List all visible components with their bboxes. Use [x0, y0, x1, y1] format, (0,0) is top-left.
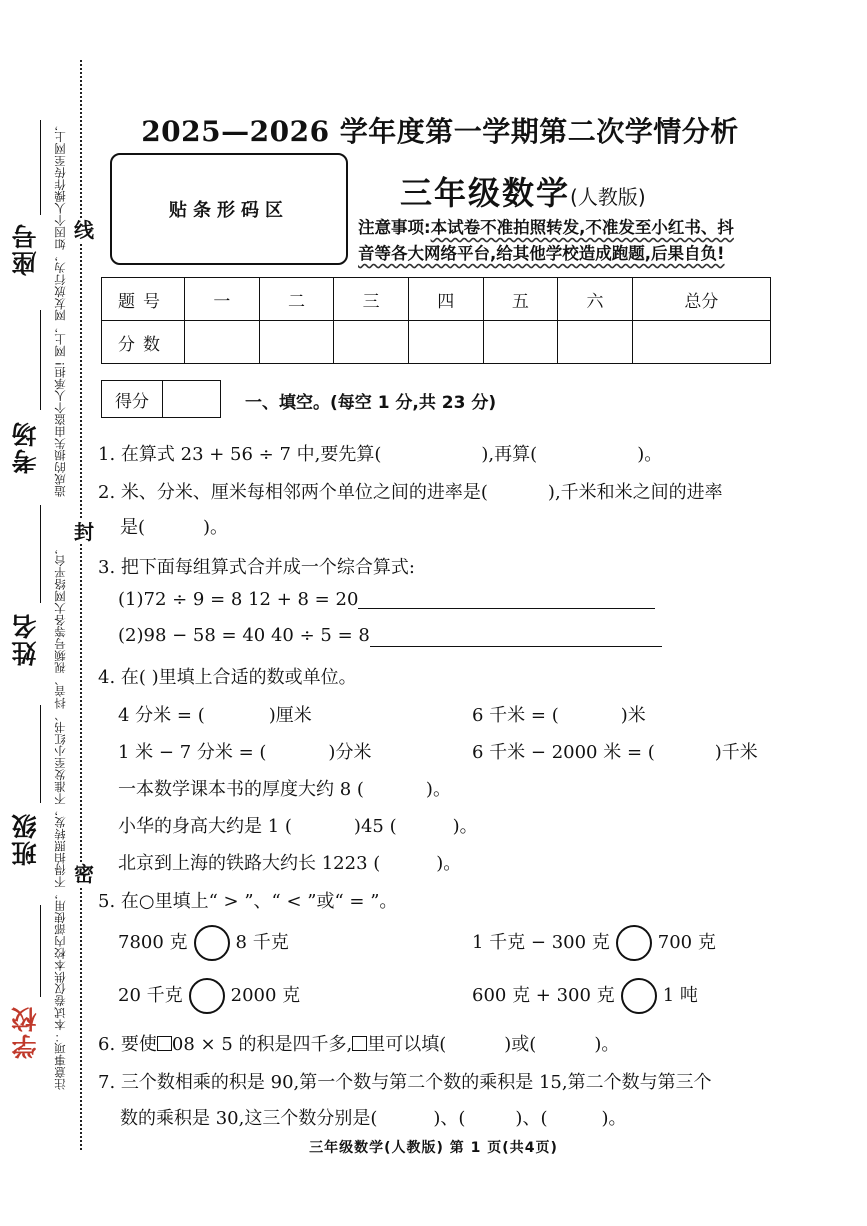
seat-label: 座号 — [11, 222, 40, 276]
exam-notice — [358, 215, 778, 267]
school-label: 学校 — [11, 1005, 40, 1059]
q5-c-left: 20 千克 — [118, 985, 183, 1006]
score-input-6[interactable] — [558, 321, 633, 364]
q3-answer-line-2[interactable] — [370, 646, 662, 647]
table-cell-6: 六 — [558, 278, 633, 321]
score-table — [101, 277, 771, 364]
q4-c-unit: )分米 — [328, 742, 372, 763]
q4-item-d — [472, 738, 758, 764]
room-label: 考场 — [11, 420, 40, 474]
q5-c-right: 2000 克 — [230, 985, 301, 1006]
subject-name: 三年级数学 — [400, 174, 571, 212]
q4-d-unit: )千米 — [714, 742, 758, 763]
q4-f-mid: )45 ( — [353, 816, 397, 837]
q5-a-circle[interactable] — [194, 925, 230, 961]
q6-text-e: )。 — [594, 1034, 620, 1055]
table-cell-total: 总分 — [632, 278, 770, 321]
q6-text-d: )或( — [504, 1034, 537, 1055]
q5-item-d — [472, 978, 698, 1014]
question-4: 4. 在( )里填上合适的数或单位。 — [98, 667, 357, 688]
seal-char-seal: 封 — [74, 520, 94, 544]
q4-a-unit: )厘米 — [268, 705, 312, 726]
q1-text-c: )。 — [637, 444, 663, 465]
q5-a-right: 8 千克 — [235, 932, 289, 953]
section-score-input[interactable] — [163, 381, 220, 417]
notice-prefix: 注意事项: — [358, 218, 431, 237]
q2-text-a: 2. 米、分米、厘米每相邻两个单位之间的进率是( — [98, 482, 488, 503]
q5-c-circle[interactable] — [189, 978, 225, 1014]
table-cell-4: 四 — [408, 278, 483, 321]
q7-text-b: )、( — [433, 1108, 466, 1129]
notice-line-2: 音等各大网络平台,给其他学校造成跑题,后果自负! — [358, 244, 725, 263]
q4-g-end: )。 — [436, 853, 462, 874]
q4-item-a — [118, 701, 312, 727]
q6-text-a: 6. 要使 — [98, 1034, 157, 1055]
name-fill-line — [40, 505, 41, 603]
table-cell-question-no: 题号 — [102, 278, 185, 321]
q6-box-2 — [352, 1036, 367, 1051]
q3-answer-line-1[interactable] — [358, 608, 655, 609]
section-title: 一、填空。(每空 1 分,共 23 分) — [245, 393, 497, 413]
question-3-item-2: (2)98 − 58 = 40 40 ÷ 5 = 8 — [118, 625, 370, 646]
score-table-score-row — [102, 321, 771, 364]
q4-f-text: 小华的身高大约是 1 ( — [118, 816, 292, 837]
score-input-total[interactable] — [632, 321, 770, 364]
q5-b-circle[interactable] — [616, 925, 652, 961]
q4-b-text: 6 千米 = ( — [472, 705, 559, 726]
q5-item-a — [118, 925, 289, 961]
q4-item-e — [118, 775, 451, 801]
margin-notice-lower: 注意事项：本试卷仅供本校内部使用，不得拍照转发，不准发至小红书、抖音、视频号等各大网络平台， — [53, 542, 67, 1090]
q1-text-b: ),再算( — [481, 444, 538, 465]
section-score-box — [101, 380, 221, 418]
table-cell-3: 三 — [334, 278, 409, 321]
table-cell-score-label: 分数 — [102, 321, 185, 364]
page-footer: 三年级数学(人教版) 第 1 页(共4页) — [309, 1140, 558, 1156]
subject-title — [400, 168, 646, 214]
q6-box-1 — [157, 1036, 172, 1051]
q2-text-b: ),千米和米之间的进率 — [547, 482, 723, 503]
subject-edition: (人教版) — [570, 185, 646, 209]
section-score-label: 得分 — [102, 381, 163, 417]
q4-c-text: 1 米 − 7 分米 = ( — [118, 742, 267, 763]
score-input-2[interactable] — [259, 321, 334, 364]
q5-d-right: 1 吨 — [662, 985, 698, 1006]
q5-item-b — [472, 925, 716, 961]
q4-item-b — [472, 701, 646, 727]
table-cell-2: 二 — [259, 278, 334, 321]
q4-e-text: 一本数学课本书的厚度大约 8 ( — [118, 779, 364, 800]
class-label: 班级 — [11, 812, 40, 866]
question-2 — [98, 478, 723, 504]
q2-text-d: )。 — [203, 517, 229, 538]
question-6 — [98, 1030, 619, 1056]
q5-item-c — [118, 978, 300, 1014]
exam-title: 2025—2026 学年度第一学期第二次学情分析 — [141, 115, 739, 148]
q4-d-text: 6 千米 − 2000 米 = ( — [472, 742, 655, 763]
q4-item-g — [118, 849, 461, 875]
q5-b-right: 700 克 — [657, 932, 716, 953]
seat-fill-line — [40, 120, 41, 215]
name-label: 姓名 — [11, 612, 40, 666]
q5-d-circle[interactable] — [621, 978, 657, 1014]
q7-text-d: )。 — [601, 1108, 627, 1129]
score-input-1[interactable] — [185, 321, 260, 364]
question-1 — [98, 440, 662, 466]
table-cell-1: 一 — [185, 278, 260, 321]
q4-g-text: 北京到上海的铁路大约长 1223 ( — [118, 853, 381, 874]
q4-b-unit: )米 — [620, 705, 646, 726]
q1-text-a: 1. 在算式 23 + 56 ÷ 7 中,要先算( — [98, 444, 382, 465]
q4-f-end: )。 — [452, 816, 478, 837]
score-table-header-row — [102, 278, 771, 321]
q2-text-c: 是( — [120, 517, 146, 538]
score-input-5[interactable] — [483, 321, 558, 364]
q7-text-c: )、( — [515, 1108, 548, 1129]
q7-text-a: 数的乘积是 30,这三个数分别是( — [120, 1108, 378, 1129]
question-2-cont — [120, 513, 228, 539]
score-input-3[interactable] — [334, 321, 409, 364]
q6-text-c: 里可以填( — [367, 1034, 447, 1055]
q5-d-left: 600 克 + 300 克 — [472, 985, 615, 1006]
school-fill-line — [40, 905, 41, 997]
question-7: 7. 三个数相乘的积是 90,第一个数与第二个数的乘积是 15,第二个数与第三个 — [98, 1072, 712, 1093]
margin-notice-upper: 造成的损失由盗个人承担! 网上，网友放行为，如因个人操作传至网上， — [53, 119, 67, 497]
question-5: 5. 在○里填上“ > ”、“ < ”或“ = ”。 — [98, 891, 398, 912]
barcode-area — [110, 153, 348, 265]
q5-b-left: 1 千克 − 300 克 — [472, 932, 610, 953]
q5-a-left: 7800 克 — [118, 932, 188, 953]
notice-line-1: 本试卷不准拍照转发,不准发至小红书、抖 — [430, 218, 734, 237]
q4-e-end: )。 — [425, 779, 451, 800]
seal-char-line: 线 — [74, 218, 94, 242]
q4-item-c — [118, 738, 371, 764]
question-7-cont — [120, 1104, 627, 1130]
q4-item-f — [118, 812, 478, 838]
room-fill-line — [40, 310, 41, 410]
question-3-item-1: (1)72 ÷ 9 = 8 12 + 8 = 20 — [118, 589, 359, 610]
score-input-4[interactable] — [408, 321, 483, 364]
q4-a-text: 4 分米 = ( — [118, 705, 205, 726]
question-3: 3. 把下面每组算式合并成一个综合算式: — [98, 557, 415, 578]
seal-char-secret: 密 — [74, 862, 94, 886]
barcode-area-label: 贴条形码区 — [169, 200, 289, 221]
class-fill-line — [40, 705, 41, 803]
table-cell-5: 五 — [483, 278, 558, 321]
q6-text-b: 08 × 5 的积是四千多, — [171, 1034, 353, 1055]
